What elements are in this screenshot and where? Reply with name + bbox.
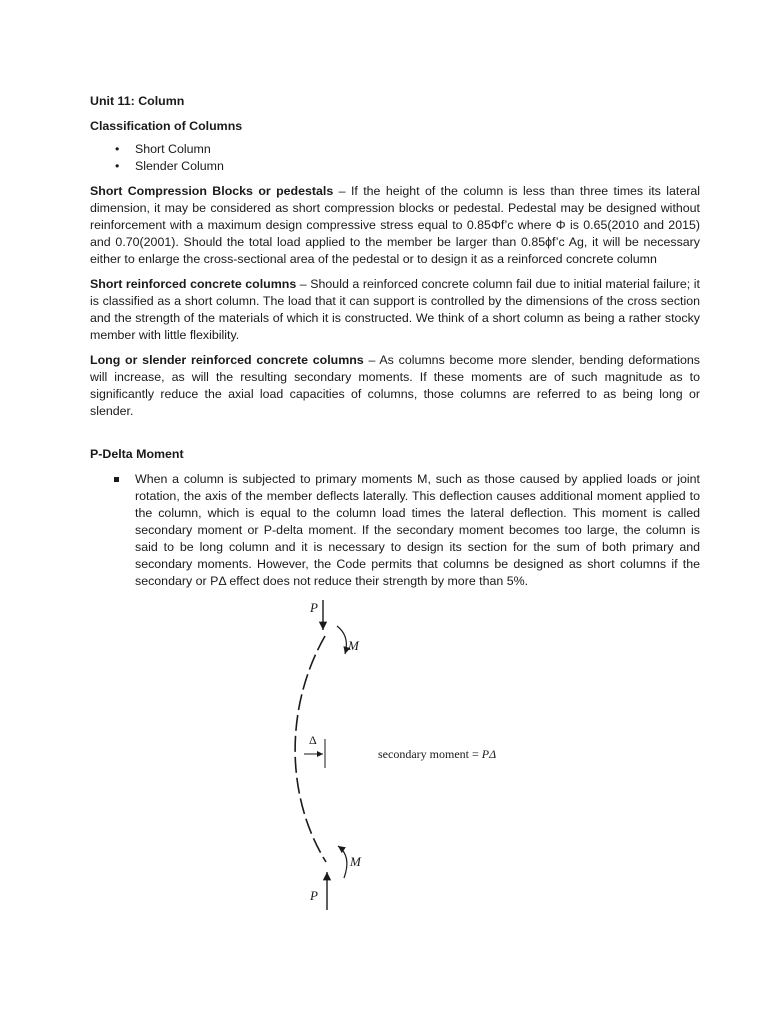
caption-value: PΔ (481, 747, 497, 761)
section-text: If the height of the column is less than three times its lateral dimension, it may be considered as short compression blocks or pedestal. Pedestal may be designed without reinforcement with a maximum design compressive stress equal to 0.85Φf’c where Φ is 0.65(2010 and 2015) and 0.70(2001). Should the total load applied to the member be larger than 0.85ϕf’c Ag, it will be necessary either to enlarge the cross-sectional area of the pedestal or to design it as a reinforced concrete column (90, 184, 701, 266)
diagram-caption (378, 747, 496, 761)
bottom-moment-arrow (338, 846, 347, 878)
top-moment-label: M (348, 638, 359, 653)
list-item (90, 141, 700, 158)
section-short-columns (90, 276, 700, 344)
section-slender-columns (90, 352, 700, 420)
section-dash: – (333, 184, 351, 198)
unit-title: Unit 11: Column (90, 94, 185, 108)
section-text: As columns become more slender, bending deformations will increase, as will the resulting secondary moments. If these moments are of such magnitude as to significantly reduce the axial load capacities of columns, those columns are referred to as being long or slender. (90, 353, 700, 418)
top-moment-arrow (337, 626, 346, 654)
bottom-moment-label: M (350, 854, 361, 869)
section-dash: – (363, 353, 380, 367)
classification-list (90, 141, 700, 175)
section-pedestals (90, 183, 700, 268)
list-item (90, 158, 700, 175)
section-term: Long or slender reinforced concrete columns (90, 353, 364, 367)
top-load-label: P (310, 600, 318, 615)
classification-heading: Classification of Columns (90, 119, 243, 133)
pdelta-bullet (90, 471, 700, 590)
p-delta-diagram (290, 596, 530, 916)
section-term: Short reinforced concrete columns (90, 277, 297, 291)
section-text: Should a reinforced concrete column fail due to initial material failure; it is classified as a short column. The load that it can support is controlled by the dimensions of the cross section and the strength of the materials of which it is constructed. We think of a short column as being a rather stocky member with little flexibility. (90, 277, 700, 342)
square-bullet-icon (114, 477, 119, 482)
section-dash: – (296, 277, 311, 291)
bullet-icon: • (115, 142, 120, 156)
deflected-column (295, 636, 326, 862)
list-item-label: Slender Column (135, 159, 224, 173)
pdelta-text: When a column is subjected to primary moments M, such as those caused by applied loads or joint rotation, the axis of the member deflects laterally. This deflection causes additional moment applied to the column, which is equal to the column load times the lateral deflection. This moment is called secondary moment or P-delta moment. If the secondary moment becomes too large, the column is said to be long column and it is necessary to design its section for the sum of both primary and secondary moments. However, the Code permits that columns be designed as short columns if the secondary or PΔ effect does not reduce their strength by more than 5%. (135, 472, 700, 588)
document-page (90, 93, 700, 590)
section-term: Short Compression Blocks or pedestals (90, 184, 334, 198)
list-item-label: Short Column (135, 142, 211, 156)
caption-prefix: secondary moment = (378, 747, 482, 761)
bottom-load-label: P (310, 888, 318, 903)
pdelta-heading: P-Delta Moment (90, 447, 184, 461)
delta-label: Δ (309, 733, 317, 747)
bullet-icon: • (115, 159, 120, 173)
